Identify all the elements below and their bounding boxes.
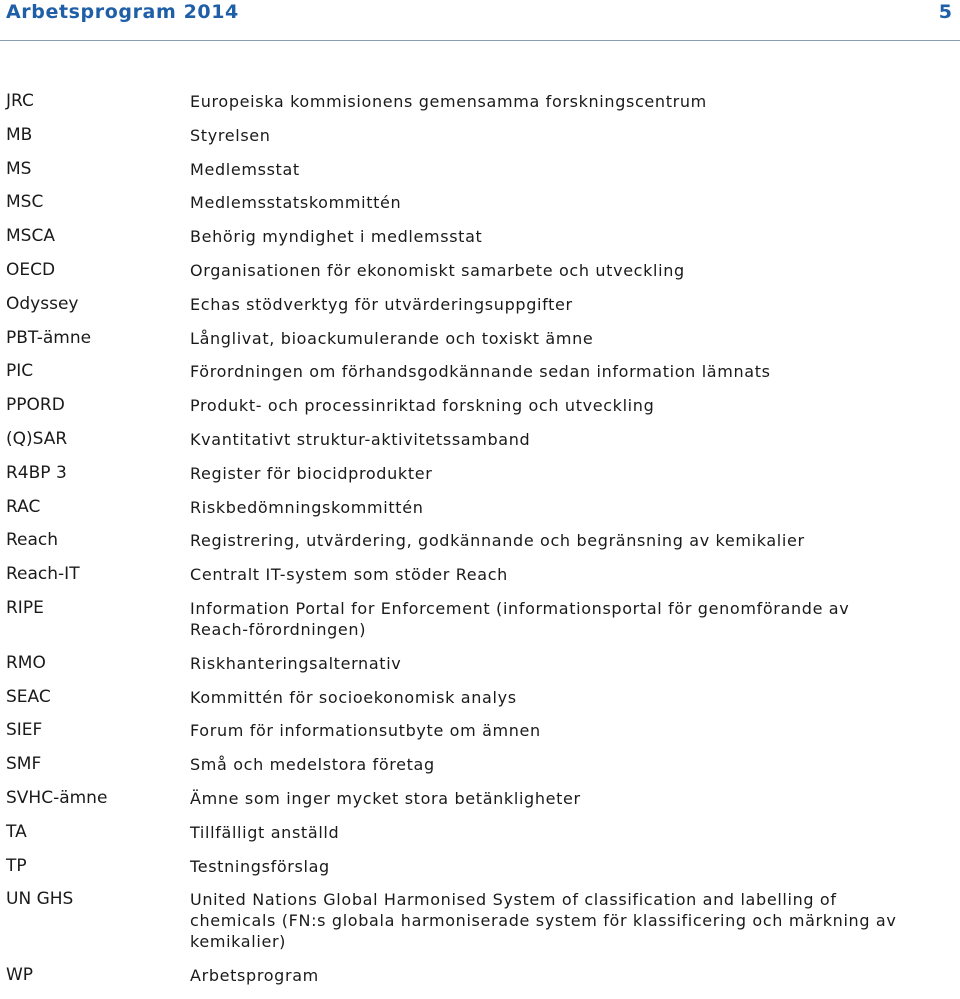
abbreviation-row: [0, 294, 960, 315]
abbreviation: MSCA: [6, 226, 55, 247]
abbreviation-definition: Små och medelstora företag: [190, 755, 435, 775]
abbreviation-definition: Medlemsstat: [190, 159, 300, 179]
abbreviation: PBT-ämne: [6, 327, 92, 348]
abbreviation: Reach: [6, 530, 59, 551]
abbreviation-definition: Riskbedömningskommittén: [190, 497, 424, 517]
abbreviation-row: [0, 463, 960, 484]
abbreviation-list: [0, 91, 960, 999]
abbreviation-row: [0, 687, 960, 708]
abbreviation: SIEF: [6, 720, 43, 741]
abbreviation-definition: Tillfälligt anställd: [190, 822, 340, 842]
abbreviation: MB: [6, 124, 33, 145]
abbreviation-definition: Organisationen för ekonomiskt samarbete och utveckling: [190, 260, 685, 280]
abbreviation: TP: [6, 855, 27, 876]
abbreviation: SMF: [6, 754, 42, 775]
abbreviation-row: [0, 653, 960, 674]
abbreviation-definition: Behörig myndighet i medlemsstat: [190, 227, 483, 247]
abbreviation-row: [0, 965, 960, 986]
abbreviation-row: [0, 91, 960, 112]
abbreviation-row: [0, 125, 960, 146]
abbreviation-row: [0, 598, 960, 640]
abbreviation-definition: Riskhanteringsalternativ: [190, 653, 402, 673]
abbreviation-row: [0, 497, 960, 518]
abbreviation-definition: Styrelsen: [190, 125, 271, 145]
abbreviation-definition: Arbetsprogram: [190, 966, 319, 986]
abbreviation-row: [0, 361, 960, 382]
abbreviation-definition: Testningsförslag: [190, 856, 330, 876]
abbreviation-definition: Forum för informationsutbyte om ämnen: [190, 721, 541, 741]
abbreviation-definition: Medlemsstatskommittén: [190, 193, 402, 213]
abbreviation: UN GHS: [6, 889, 74, 910]
abbreviation-row: [0, 856, 960, 877]
abbreviation: MS: [6, 158, 32, 179]
abbreviation-row: [0, 889, 960, 952]
abbreviation: RMO: [6, 652, 46, 673]
abbreviation-definition: Registrering, utvärdering, godkännande och begränsning av kemikalier: [190, 531, 805, 551]
abbreviation-row: [0, 564, 960, 585]
page-number: 5: [938, 1, 952, 23]
abbreviation: WP: [6, 965, 34, 986]
document-title: Arbetsprogram 2014: [6, 1, 239, 23]
abbreviation: MSC: [6, 192, 44, 213]
abbreviation-definition: Kvantitativt struktur-aktivitetssamband: [190, 429, 531, 449]
abbreviation: JRC: [6, 91, 34, 111]
abbreviation-row: [0, 530, 960, 551]
abbreviation-row: [0, 429, 960, 450]
abbreviation-row: [0, 788, 960, 809]
abbreviation-definition: Information Portal for Enforcement (informationsportal för genomförande av Reach-förordningen): [190, 598, 850, 639]
abbreviation: Reach-IT: [6, 564, 80, 585]
abbreviation-definition: Europeiska kommisionens gemensamma forskningscentrum: [190, 92, 707, 111]
abbreviation: SVHC-ämne: [6, 787, 108, 808]
abbreviation-row: [0, 754, 960, 775]
abbreviation-row: [0, 260, 960, 281]
abbreviation-definition: Echas stödverktyg för utvärderingsuppgifter: [190, 294, 573, 314]
abbreviation-definition: Långlivat, bioackumulerande och toxiskt ämne: [190, 328, 594, 348]
abbreviation: RAC: [6, 496, 41, 517]
abbreviation-row: [0, 395, 960, 416]
abbreviation: PPORD: [6, 395, 65, 416]
abbreviation-definition: Register för biocidprodukter: [190, 463, 433, 483]
abbreviation-definition: Förordningen om förhandsgodkännande sedan information lämnats: [190, 362, 771, 382]
page-header: [0, 0, 960, 41]
abbreviation-definition: Kommittén för socioekonomisk analys: [190, 687, 517, 707]
abbreviation-definition: United Nations Global Harmonised System of classification and labelling of chemicals (FN:s globala harmoniserade system för klassificering och märkning av kemikalier): [190, 890, 897, 952]
abbreviation-row: [0, 822, 960, 843]
abbreviation: Odyssey: [6, 293, 79, 314]
abbreviation: TA: [6, 821, 27, 842]
abbreviation-row: [0, 226, 960, 247]
abbreviation: R4BP 3: [6, 462, 67, 483]
abbreviation-definition: Ämne som inger mycket stora betänkligheter: [190, 788, 581, 808]
abbreviation: RIPE: [6, 597, 44, 618]
abbreviation-row: [0, 720, 960, 741]
abbreviation: PIC: [6, 361, 34, 382]
abbreviation-row: [0, 328, 960, 349]
abbreviation-definition: Produkt- och processinriktad forskning och utveckling: [190, 396, 655, 416]
abbreviation: (Q)SAR: [6, 428, 68, 449]
abbreviation: OECD: [6, 259, 56, 280]
abbreviation-definition: Centralt IT-system som stöder Reach: [190, 565, 508, 585]
abbreviation: SEAC: [6, 686, 51, 707]
abbreviation-row: [0, 192, 960, 213]
abbreviation-row: [0, 159, 960, 180]
